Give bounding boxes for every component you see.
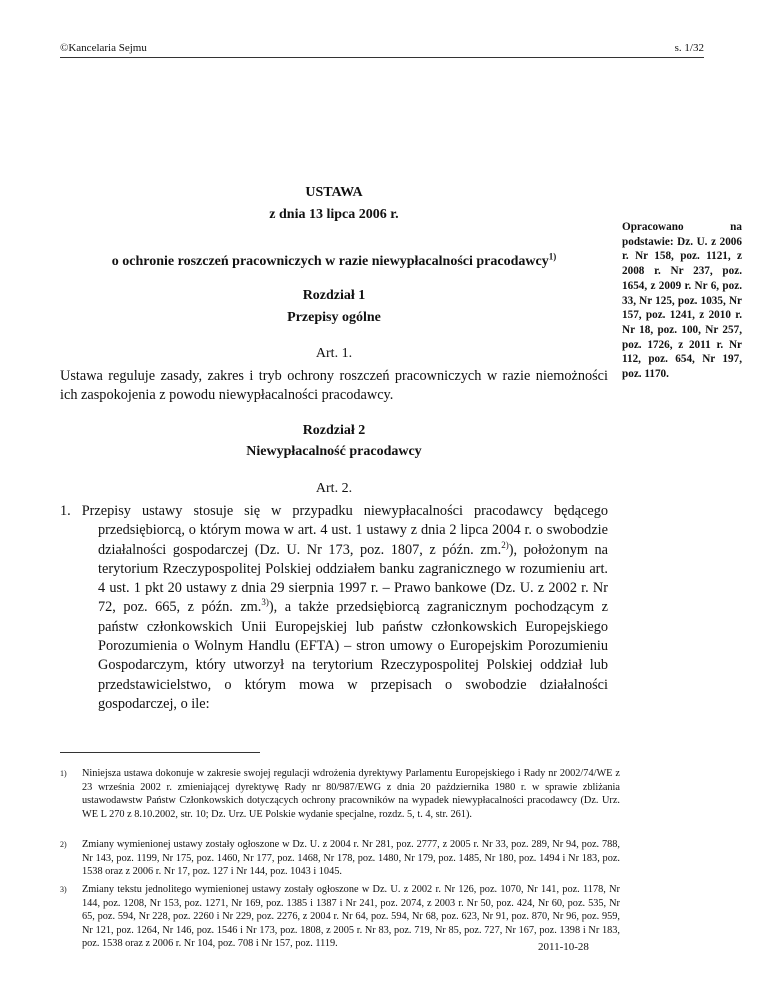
act-subject-text: o ochronie roszczeń pracowniczych w razie niewypłacalności pracodawcy: [111, 254, 549, 269]
footnote-1-text: Niniejsza ustawa dokonuje w zakresie swojej regulacji wdrożenia dyrektywy Parlamentu Europejskiego i Rady nr 2002/74/WE z 23 września 2002 r. zmieniającej dyrektywę Rady nr 80/987/EWG z dnia 20 października 1980 r. w sprawie zbliżania ustawodawstw Państw Członkowskich dotyczących ochrony pracowników na wypadek niewypłacalności pracodawcy (Dz. Urz. WE L 270 z 8.10.2002, str. 10; Dz. Urz. UE Polskie wydanie specjalne, rozdz. 5, t. 4, str. 261).: [82, 768, 620, 820]
art-2-text-end: ), a także przedsiębiorcą zagranicznym pochodzącym z państw członkowskich Unii Europejskiej lub państw członkowskich Europejskiego Porozumienia o Wolnym Handlu (EFTA) – stron umowy o Europejskim Porozumieniu Gospodarczym, który utworzył na terytorium Rzeczypospolitej Polskiej oddział lub przedstawicielstwo, o którym mowa w przepisach o swobodzie działalności gospodarczej, o ile:: [98, 599, 608, 712]
chapter-2-name: Niewypłacalność pracodawcy: [246, 444, 422, 459]
header-rule: [60, 57, 704, 58]
page-number: s. 1/32: [674, 42, 704, 54]
footnote-2-number: 2): [60, 840, 67, 849]
footnote-1-number: 1): [60, 769, 67, 778]
header-source: ©Kancelaria Sejmu: [60, 42, 147, 54]
footnote-3-number: 3): [60, 885, 67, 894]
art-2-text-start: 1. Przepisy ustawy stosuje się w przypadku niewypłacalności pracodawcy będącego przedsiębiorcą, o którym mowa w art. 4 ust. 1 ustawy z dnia 2 lipca 2004 r. o swobodzie działalności gospodarczej (Dz. U. Nr 173, poz. 1807, z późn. zm.: [60, 503, 608, 558]
art-1-text: Ustawa reguluje zasady, zakres i tryb ochrony roszczeń pracowniczych w razie niemożności ich zaspokojenia z powodu niewypłacalności pracodawcy.: [60, 368, 608, 404]
footnote-3: [60, 883, 620, 951]
footnote-ref-1: 1): [548, 251, 557, 262]
footnote-2-text: Zmiany wymienionej ustawy zostały ogłoszone w Dz. U. z 2004 r. Nr 281, poz. 2777, z 2005 r. Nr 33, poz. 289, Nr 94, poz. 788, Nr 143, poz. 1199, Nr 175, poz. 1460, Nr 177, poz. 1468, Nr 178, poz. 1480, Nr 179, poz. 1485, Nr 180, poz. 1494 i Nr 183, poz. 1538 oraz z 2006 r. Nr 17, poz. 127 i Nr 144, poz. 1043 i 1045.: [82, 839, 620, 878]
footnote-2: [60, 838, 620, 879]
chapter-2-number: Rozdział 2: [302, 423, 366, 438]
act-date: z dnia 13 lipca 2006 r.: [269, 207, 399, 222]
art-1-heading: Art. 1.: [315, 346, 353, 361]
footnote-3-text: Zmiany tekstu jednolitego wymienionej ustawy zostały ogłoszone w Dz. U. z 2002 r. Nr 126, poz. 1070, Nr 141, poz. 1178, Nr 144, poz. 1208, Nr 153, poz. 1271, Nr 169, poz. 1385 i 1387 i Nr 241, poz. 2074, z 2003 r. Nr 50, poz. 424, Nr 60, poz. 535, Nr 65, poz. 594, Nr 228, poz. 2260 i Nr 229, poz. 2276, z 2004 r. Nr 64, poz. 594, Nr 68, poz. 623, Nr 91, poz. 870, Nr 96, poz. 959, Nr 121, poz. 1264, Nr 146, poz. 1546 i Nr 173, poz. 1808, z 2005 r. Nr 83, poz. 719, Nr 85, poz. 727, Nr 167, poz. 1398 i Nr 183, poz. 1538 oraz z 2006 r. Nr 104, poz. 708 i Nr 157, poz. 1119.: [82, 884, 620, 950]
chapter-1-number: Rozdział 1: [302, 288, 366, 303]
footnote-ref-2: 2): [501, 539, 509, 550]
art-2-paragraph-1: [60, 502, 608, 714]
footnote-rule: [60, 752, 260, 753]
document-date: 2011-10-28: [538, 941, 589, 953]
footnote-1: [60, 767, 620, 821]
footnote-ref-3: 3): [261, 597, 269, 608]
consolidation-note: Opracowano na podstawie: Dz. U. z 2006 r. Nr 158, poz. 1121, z 2008 r. Nr 237, poz. 1654, z 2009 r. Nr 6, poz. 33, Nr 125, poz. 1035, Nr 157, poz. 1241, z 2010 r. Nr 18, poz. 100, Nr 257, poz. 1726, z 2011 r. Nr 112, poz. 654, Nr 197, poz. 1170.: [622, 221, 742, 381]
act-type: USTAWA: [305, 185, 363, 200]
art-2-heading: Art. 2.: [315, 481, 353, 496]
chapter-1-name: Przepisy ogólne: [287, 310, 381, 325]
act-subject: [60, 251, 608, 270]
art-2-text-mid: ), położonym na terytorium Rzeczypospolitej Polskiej oddziałem banku zagranicznego w rozumieniu art. 4 ust. 1 pkt 20 ustawy z dnia 29 sierpnia 1997 r. – Prawo bankowe (Dz. U. z 2002 r. Nr 72, poz. 665, z późn. zm.: [98, 541, 609, 616]
